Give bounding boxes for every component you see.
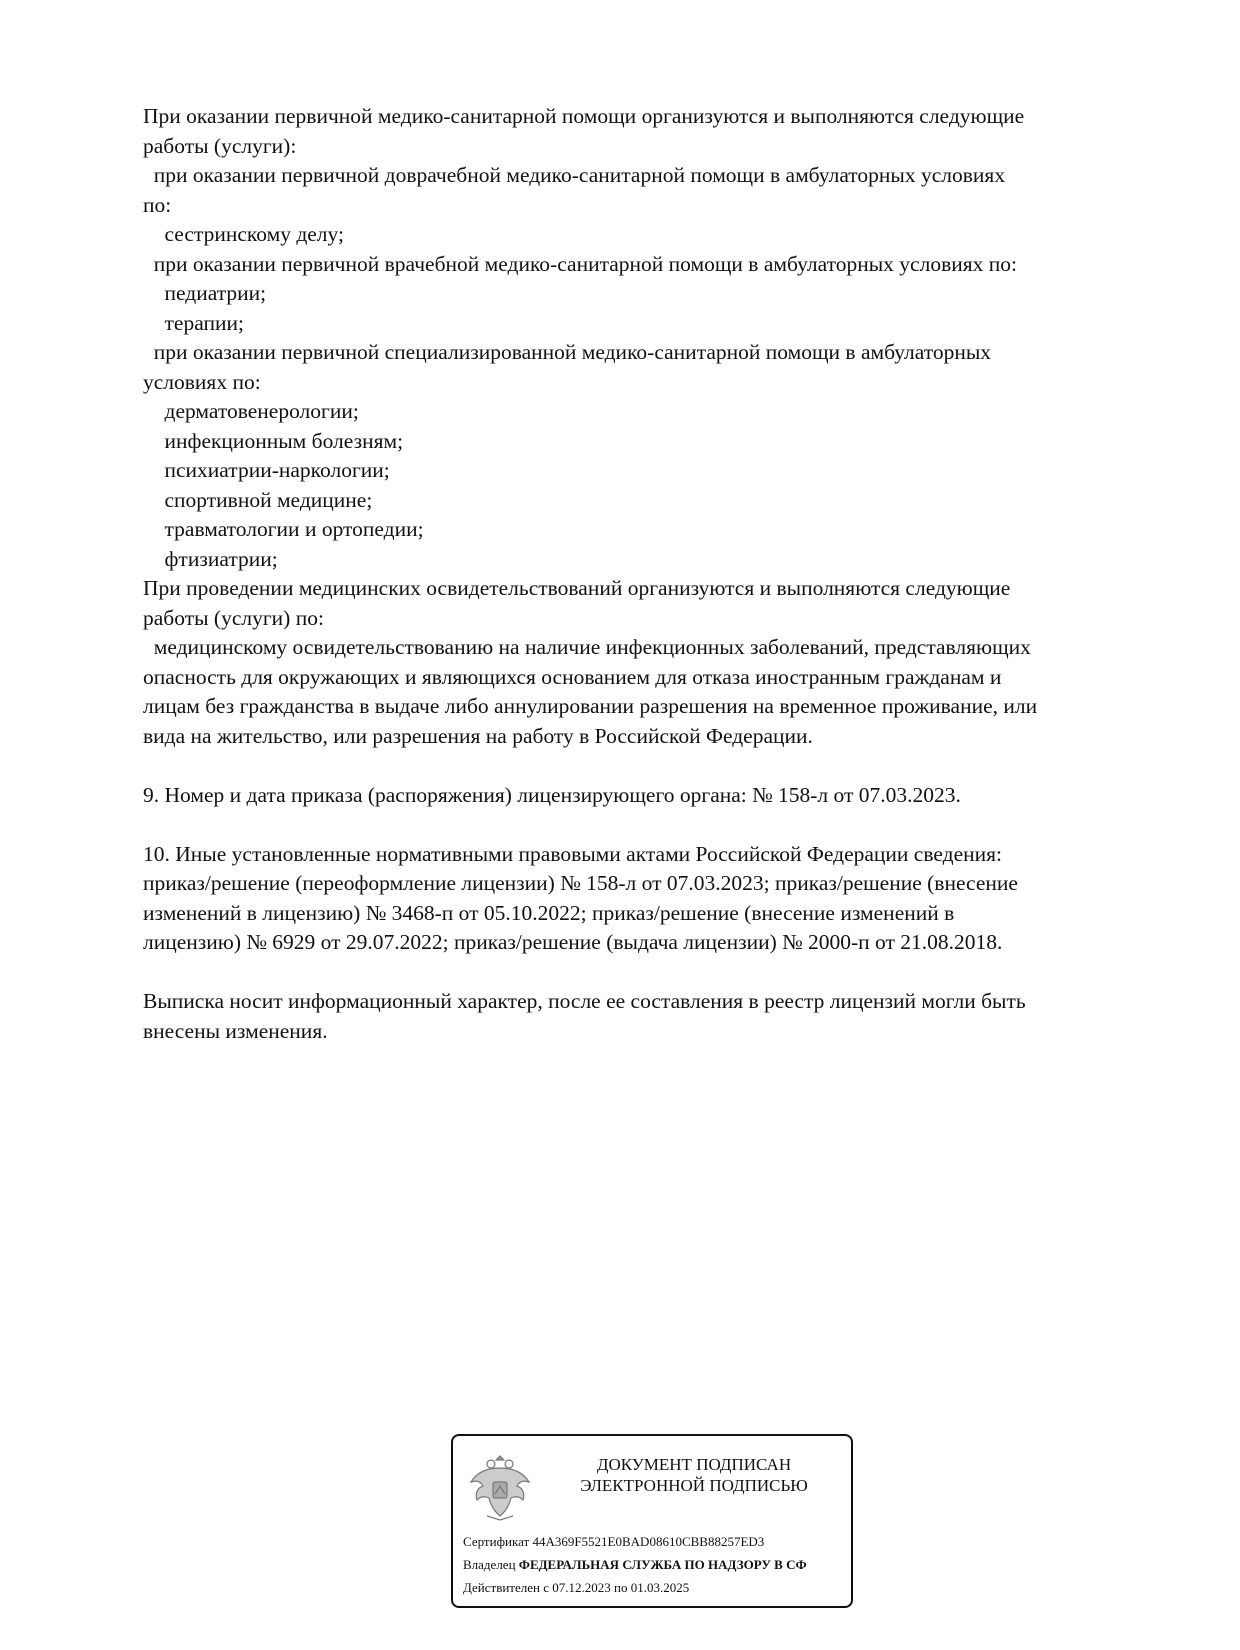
text-line [143,810,1153,840]
text-line: Выписка носит информационный характер, после ее составления в реестр лицензий могли быть [143,989,1026,1013]
stamp-title-line1: ДОКУМЕНТ ПОДПИСАН [596,1455,792,1474]
russian-coat-of-arms-icon [467,1450,533,1524]
text-line: лицам без гражданства в выдаче либо аннулировании разрешения на временное проживание, или [143,694,1038,718]
validity-line: Действителен с 07.12.2023 по 01.03.2025 [463,1580,690,1595]
text-line: приказ/решение (переоформление лицензии) № 158-л от 07.03.2023; приказ/решение (внесение [143,871,1018,895]
text-line: При оказании первичной медико-санитарной помощи организуются и выполняются следующие [143,104,1025,128]
text-line: 10. Иные установленные нормативными правовыми актами Российской Федерации сведения: [143,841,1002,866]
text-line: спортивной медицине; [143,487,373,512]
text-line: 9. Номер и дата приказа (распоряжения) лицензирующего органа: № 158-л от 07.03.2023. [143,782,961,807]
text-line: по: [143,192,172,217]
text-line: сестринскому делу; [143,222,344,246]
electronic-signature-stamp [451,1434,853,1608]
text-line: травматологии и ортопедии; [143,517,424,541]
owner-label: Владелец [463,1557,519,1572]
text-line: лицензию) № 6929 от 29.07.2022; приказ/решение (выдача лицензии) № 2000-п от 21.08.2018. [143,930,1003,954]
text-line: медицинскому освидетельствованию на наличие инфекционных заболеваний, представляющих [143,635,1031,659]
text-line: работы (услуги) по: [143,605,324,630]
stamp-title-line2: ЭЛЕКТРОННОЙ ПОДПИСЬЮ [580,1476,808,1495]
owner-value: ФЕДЕРАЛЬНАЯ СЛУЖБА ПО НАДЗОРУ В СФ [518,1557,807,1572]
text-line: работы (услуги): [143,133,297,158]
text-line [143,751,1153,781]
text-line: условиях по: [143,369,261,394]
stamp-info [463,1530,853,1599]
document-body-text [143,102,1153,1046]
text-line: опасность для окружающих и являющихся основанием для отказа иностранным гражданам и [143,664,1002,689]
text-line: изменений в лицензию) № 3468-п от 05.10.2022; приказ/решение (внесение изменений в [143,900,955,925]
text-line: терапии; [143,310,244,335]
certificate-value: 44A369F5521E0BAD08610CBB88257ED3 [532,1534,765,1549]
text-line: психиатрии-наркологии; [143,458,390,482]
owner-line [463,1553,853,1576]
text-line: при оказании первичной специализированной медико-санитарной помощи в амбулаторных [143,340,992,364]
text-line [143,958,1153,988]
text-line: педиатрии; [143,281,267,305]
text-line: фтизиатрии; [143,546,278,571]
text-line: инфекционным болезням; [143,428,404,453]
text-line: при оказании первичной доврачебной медико-санитарной помощи в амбулаторных условиях [143,163,1006,187]
text-line: при оказании первичной врачебной медико-санитарной помощи в амбулаторных условиях по: [143,251,1017,276]
stamp-title [549,1454,839,1496]
text-line: При проведении медицинских освидетельствований организуются и выполняются следующие [143,576,1011,600]
certificate-line [463,1530,853,1553]
text-line: внесены изменения. [143,1018,328,1043]
text-line: вида на жительство, или разрешения на работу в Российской Федерации. [143,723,813,748]
certificate-label: Сертификат [463,1534,533,1549]
text-line: дерматовенерологии; [143,399,359,423]
